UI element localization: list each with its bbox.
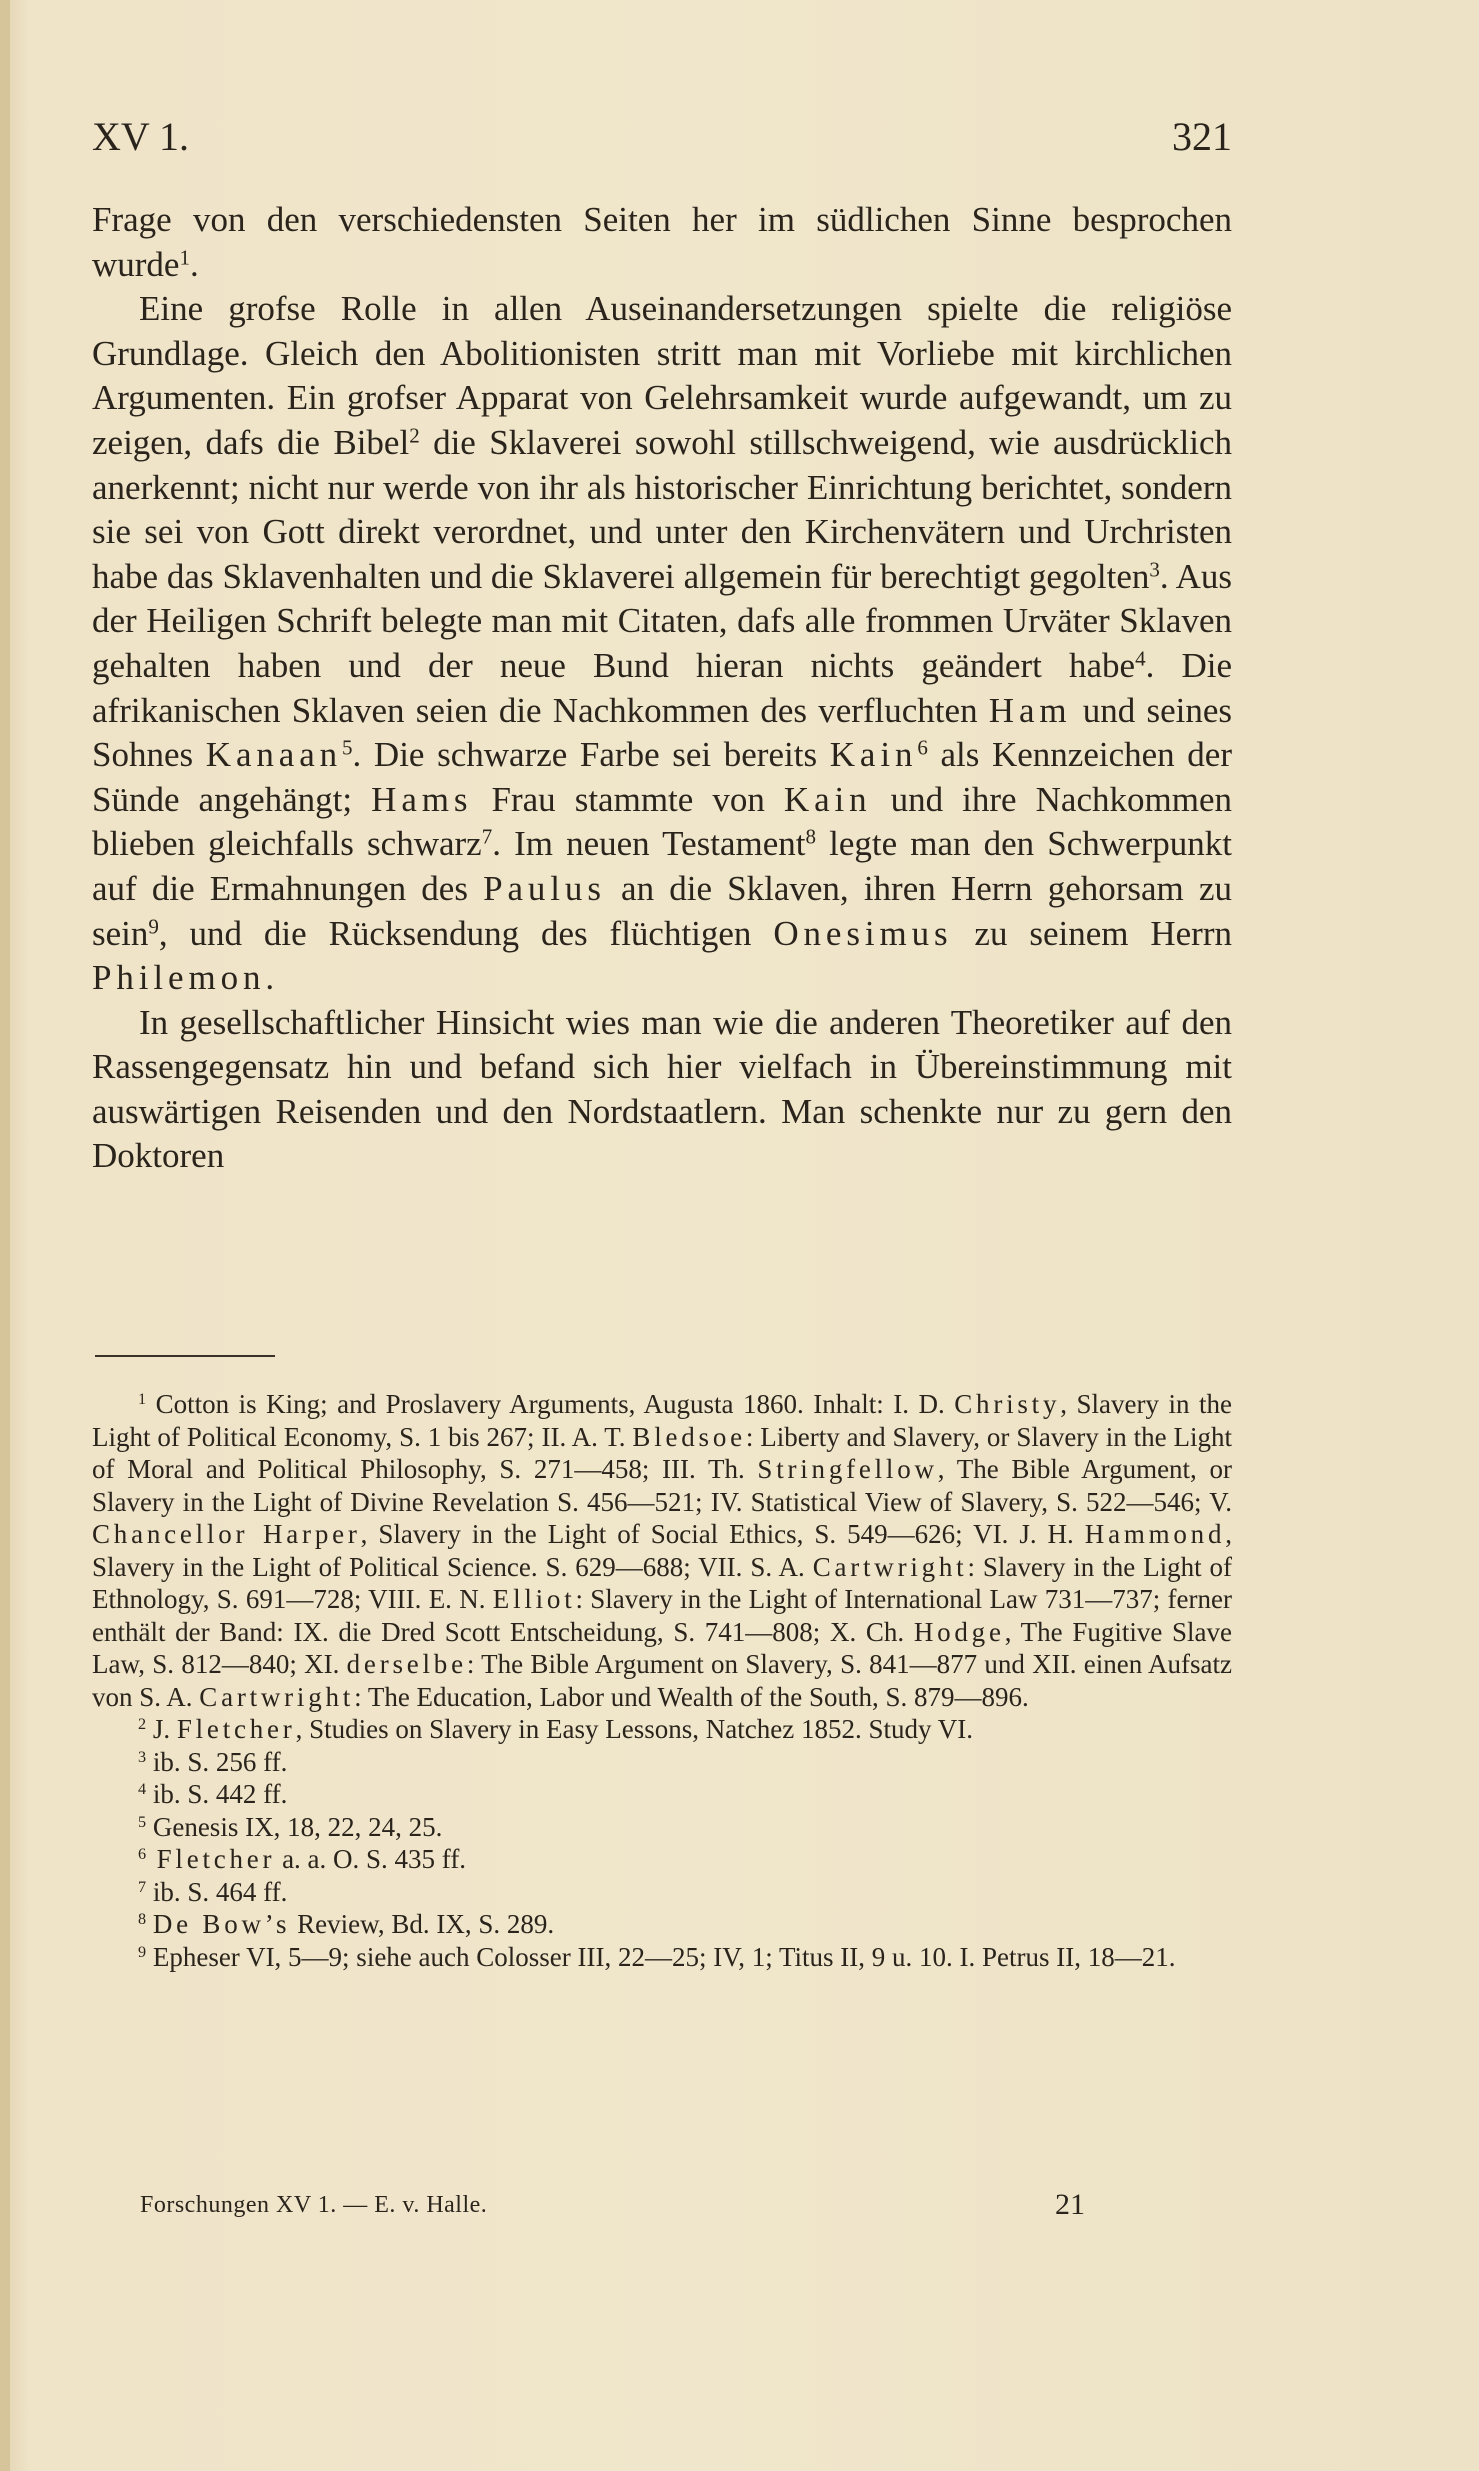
footnote-ref: 1 bbox=[179, 245, 190, 270]
footnote bbox=[92, 1388, 1232, 1713]
paragraph bbox=[92, 198, 1232, 287]
footnote-mark: 6 bbox=[138, 1845, 147, 1864]
footnote bbox=[92, 1843, 1232, 1876]
text-run: ib. S. 464 ff. bbox=[146, 1876, 288, 1907]
text-run: Epheser VI, 5—9; siehe auch Colosser III, 22—25; IV, 1; Titus II, 9 u. 10. I. Petrus II, 18—21. bbox=[146, 1941, 1176, 1972]
text-run: , und die Rücksendung des flüchtigen bbox=[158, 913, 774, 953]
sheet-footer bbox=[140, 2188, 1085, 2222]
spaced-name: Paulus bbox=[483, 868, 606, 908]
text-run bbox=[146, 1909, 153, 1939]
page-number: 321 bbox=[1172, 114, 1232, 159]
text-run: . Aus der Heiligen Schrift belegte man mit Citaten, dafs alle frommen Urväter Sklaven gehalten haben und der neue Bund hieran nichts geändert habe bbox=[92, 556, 1232, 685]
footnote-ref: 5 bbox=[342, 735, 353, 760]
text-run: a. a. O. S. 435 ff. bbox=[275, 1844, 467, 1874]
footnote-divider bbox=[95, 1355, 275, 1357]
footnote-ref: 9 bbox=[148, 913, 159, 938]
sheet-number: 21 bbox=[1055, 2188, 1085, 2221]
spaced-name: Onesimus bbox=[773, 913, 953, 953]
footnote-ref: 7 bbox=[481, 824, 493, 849]
footnote bbox=[92, 1778, 1232, 1811]
text-run: , The Bible Argument, or Slavery in the Light of Divine Revelation S. 456—521; IV. Statistical View of Slavery, S. 522—546; V. bbox=[92, 1454, 1232, 1517]
text-run: J. bbox=[146, 1714, 177, 1744]
text-run: : The Education, Labor und Wealth of the South, S. 879—896. bbox=[354, 1681, 1029, 1712]
footnote bbox=[92, 1746, 1232, 1779]
footnote bbox=[92, 1876, 1232, 1909]
text-run: , Slavery in the Light of Social Ethics, S. 549—626; VI. J. H. bbox=[360, 1519, 1085, 1549]
footnote bbox=[92, 1908, 1232, 1941]
spaced-name: Elliot bbox=[492, 1584, 576, 1614]
footnote-mark: 7 bbox=[138, 1877, 147, 1896]
paragraph bbox=[92, 1001, 1232, 1179]
footnotes bbox=[92, 1388, 1232, 1973]
text-run: Cotton is King; and Proslavery Arguments, Augusta 1860. Inhalt: I. D. bbox=[146, 1389, 955, 1419]
footnote-mark: 9 bbox=[138, 1942, 147, 1961]
spaced-name: derselbe bbox=[346, 1649, 467, 1679]
spaced-name: De Bow’s bbox=[152, 1909, 291, 1939]
text-run: die Sklaverei sowohl stillschweigend, wie ausdrücklich anerkennt; nicht nur werde von ihr als historischer Einrichtung berichtet, sondern sie sei von Gott direkt verordnet, und unter den Kirchenvätern und Urchristen habe das Sklavenhalten und die Sklaverei allgemein für berechtigt gegolten bbox=[92, 422, 1232, 596]
spaced-name: Kanaan bbox=[205, 735, 343, 775]
text-run: Review, Bd. IX, S. 289. bbox=[290, 1909, 555, 1939]
text-run: : Slavery in the Light of Ethnology, S. 691—728; VIII. E. N. bbox=[92, 1551, 1233, 1614]
text-run: . Die afrikanischen Sklaven seien die Nachkommen des verfluchten bbox=[92, 645, 1232, 730]
page-gutter bbox=[0, 0, 10, 2471]
text-run: : The Bible Argument on Slavery, S. 841—877 und XII. einen Aufsatz von S. A. bbox=[92, 1649, 1232, 1712]
spaced-name: Bledsoe bbox=[632, 1421, 746, 1452]
spaced-name: Hammond bbox=[1084, 1519, 1226, 1549]
footnote-mark: 1 bbox=[138, 1390, 147, 1409]
text-run: : Liberty and Slavery, or Slavery in the Light of Moral and Political Philosophy, S. 271—458; III. Th. bbox=[92, 1421, 1232, 1484]
text-run: , Slavery in the Light of Political Science. S. 629—688; VII. S. A. bbox=[92, 1519, 1232, 1582]
footnote-ref: 2 bbox=[409, 423, 420, 448]
spaced-name: Kain bbox=[829, 735, 918, 775]
spaced-name: Cartwright bbox=[199, 1681, 355, 1712]
text-run: und seines Sohnes bbox=[92, 690, 1232, 775]
footnote-ref: 6 bbox=[917, 735, 928, 760]
text-run: zu seinem Herrn bbox=[952, 913, 1232, 953]
footnote bbox=[92, 1941, 1232, 1974]
text-run: , Studies on Slavery in Easy Lessons, Natchez 1852. Study VI. bbox=[295, 1714, 973, 1744]
spaced-name: Stringfellow bbox=[757, 1454, 938, 1484]
spaced-name: Hams bbox=[371, 779, 473, 819]
text-run: ib. S. 442 ff. bbox=[146, 1779, 288, 1809]
sheet-signature: Forschungen XV 1. — E. v. Halle. bbox=[140, 2192, 488, 2218]
spaced-name: Chancellor Harper bbox=[92, 1519, 361, 1549]
text-run: Genesis IX, 18, 22, 24, 25. bbox=[146, 1811, 443, 1842]
spaced-name: Fletcher bbox=[146, 1844, 276, 1874]
text-run: an die Sklaven, ihren Herrn gehorsam zu sein bbox=[92, 868, 1232, 953]
text-run: legte man den Schwerpunkt auf die Ermahnungen des bbox=[92, 824, 1232, 908]
footnote-mark: 8 bbox=[138, 1910, 147, 1929]
footnote-ref: 8 bbox=[805, 824, 816, 849]
text-run: ib. S. 256 ff. bbox=[146, 1746, 288, 1777]
text-run: . bbox=[189, 244, 199, 284]
footnote-ref: 3 bbox=[1149, 557, 1160, 582]
chapter-label: XV 1. bbox=[92, 114, 190, 159]
footnote-mark: 2 bbox=[138, 1715, 147, 1734]
spaced-name: Fletcher bbox=[176, 1714, 296, 1744]
spaced-name: Ham bbox=[988, 690, 1072, 730]
text-run: und ihre Nachkommen blieben gleichfalls schwarz bbox=[92, 779, 1232, 864]
spaced-name: Philemon bbox=[92, 958, 266, 998]
text-run: als Kennzeichen der Sünde angehängt; bbox=[92, 735, 1232, 819]
spaced-name: Kain bbox=[783, 779, 872, 819]
text-run: In gesellschaftlicher Hinsicht wies man wie die anderen Theoretiker auf den Rassengegensatz hin und befand sich hier vielfach in Übereinstimmung mit auswärtigen Reisenden und den Nordstaatlern. Man schenkte nur zu gern den Doktoren bbox=[92, 1002, 1232, 1176]
text-run: . bbox=[265, 958, 275, 998]
footnote-ref: 4 bbox=[1135, 646, 1146, 671]
footnote-mark: 4 bbox=[138, 1780, 147, 1799]
text-run: . Im neuen Testament bbox=[492, 824, 806, 864]
text-run: Frage von den verschiedensten Seiten her im südlichen Sinne besprochen wurde bbox=[92, 200, 1232, 284]
spaced-name: Hodge bbox=[913, 1616, 1005, 1647]
text-run: . Die schwarze Farbe sei bereits bbox=[352, 735, 830, 775]
footnote bbox=[92, 1713, 1232, 1746]
text-run: , Slavery in the Light of Political Economy, S. 1 bis 267; II. A. T. bbox=[92, 1389, 1232, 1452]
footnote-mark: 5 bbox=[138, 1812, 147, 1831]
text-run: , The Fugitive Slave Law, S. 812—840; XI. bbox=[92, 1616, 1232, 1679]
spaced-name: Cartwright bbox=[812, 1551, 968, 1582]
spaced-name: Christy bbox=[954, 1389, 1061, 1419]
paragraph bbox=[92, 287, 1232, 1001]
footnote-mark: 3 bbox=[138, 1747, 147, 1766]
body-text bbox=[92, 198, 1232, 1179]
footnote bbox=[92, 1811, 1232, 1844]
running-header bbox=[92, 112, 1232, 162]
text-run: Frau stammte von bbox=[472, 779, 784, 819]
text-run: : Slavery in the Light of International Law 731—737; ferner enthält der Band: IX. die Dred Scott Entscheidung, S. 741—808; X. Ch. bbox=[92, 1584, 1232, 1647]
text-run: Eine grofse Rolle in allen Auseinandersetzungen spielte die religiöse Grundlage. Gleich den Abolitionisten stritt man mit Vorliebe mit kirchlichen Argumenten. Ein grofser Apparat von Gelehrsamkeit wurde aufgewandt, um zu zeigen, dafs die Bibel bbox=[92, 289, 1232, 462]
